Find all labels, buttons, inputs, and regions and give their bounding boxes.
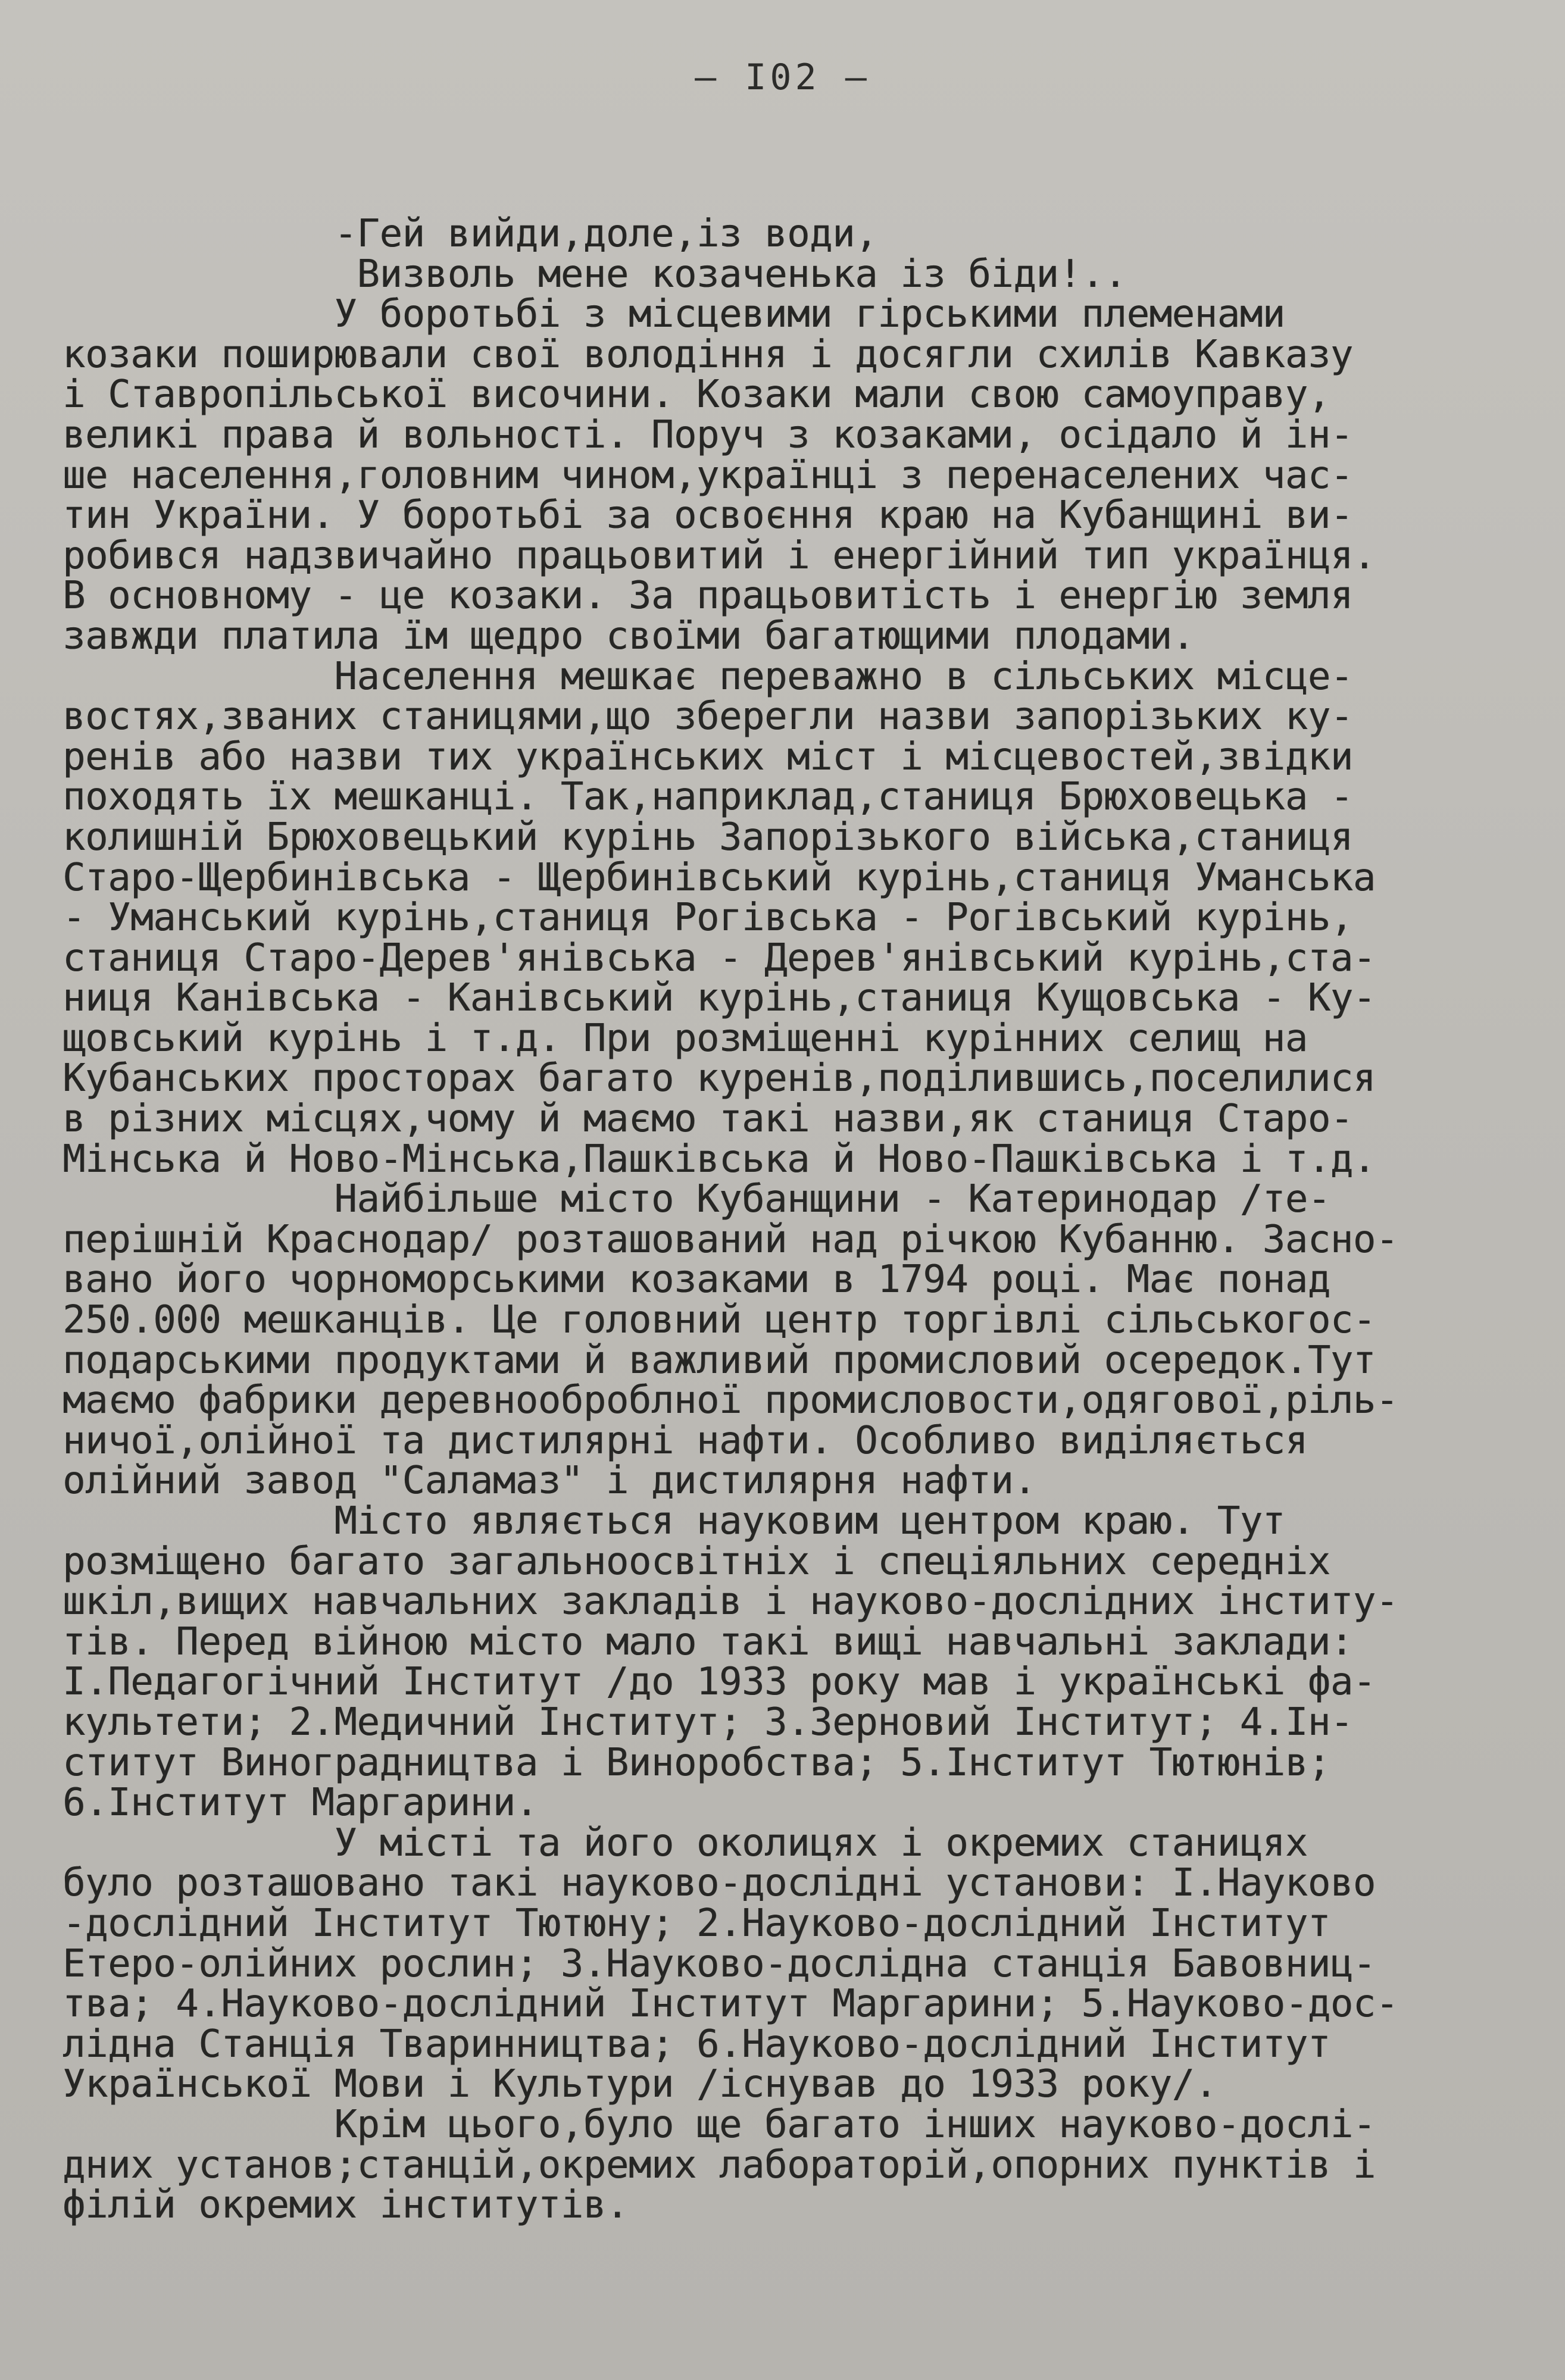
body-text (63, 214, 1515, 2226)
text-line: філій окремих інститутів. (63, 2183, 629, 2228)
text-line: тів. Перед війною місто мало такі вищі навчальні заклади: (63, 1619, 1353, 1664)
text-line: Крім цього,було ще багато інших науково-дослі- (63, 2102, 1376, 2147)
text-line: маємо фабрики деревнооброблної промисловости,одягової,ріль- (63, 1378, 1398, 1423)
text-line: козаки поширювали свої володіння і досягли схилів Кавказу (63, 332, 1353, 377)
text-line: культети; 2.Медичний Інститут; 3.Зерновий Інститут; 4.Ін- (63, 1700, 1353, 1744)
text-line: Кубанських просторах багато куренів,поділившись,поселилися (63, 1056, 1376, 1101)
text-line: подарськими продуктами й важливий промисловий осередок.Тут (63, 1338, 1376, 1383)
text-line: ниця Канівська - Канівський курінь,станиця Кущовська - Ку- (63, 976, 1376, 1021)
text-line: У місті та його околицях і окремих станицях (63, 1821, 1308, 1865)
text-line: в різних місцях,чому й маємо такі назви,як станиця Старо- (63, 1097, 1353, 1141)
text-line: і Ставропільської височини. Козаки мали свою самоуправу, (63, 373, 1330, 417)
text-line: олійний завод "Саламаз" і дистилярня нафти. (63, 1459, 1036, 1503)
text-line: ренів або назви тих українських міст і місцевостей,звідки (63, 734, 1353, 779)
text-line: 250.000 мешканців. Це головний центр торгівлі сільськогос- (63, 1298, 1376, 1343)
text-line: востях,званих станицями,що зберегли назви запорізьких ку- (63, 695, 1353, 739)
text-line: Місто являється науковим центром краю. Тут (63, 1499, 1285, 1543)
text-line: розміщено багато загальноосвітніх і спеціяльних середніх (63, 1539, 1330, 1584)
text-line: шкіл,вищих навчальних закладів і науково-дослідних інститу- (63, 1580, 1398, 1624)
text-line: перішній Краснодар/ розташований над річкою Кубанню. Засно- (63, 1217, 1398, 1262)
text-line: робився надзвичайно працьовитий і енергійний тип українця. (63, 533, 1376, 578)
text-line: дних установ;станцій,окремих лабораторій,опорних пунктів і (63, 2143, 1376, 2187)
text-line: щовський курінь і т.д. При розміщенні курінних селищ на (63, 1016, 1308, 1061)
text-line: В основному - це козаки. За працьовитість і енергію земля (63, 574, 1353, 618)
text-line: 6.Інститут Маргарини. (63, 1781, 538, 1825)
text-line: Мінська й Ново-Мінська,Пашківська й Ново-Пашківська і т.д. (63, 1137, 1376, 1181)
text-line: Етеро-олійних рослин; 3.Науково-дослідна станція Бавовниц- (63, 1941, 1376, 1986)
text-line: ше населення,головним чином,українці з перенаселених час- (63, 453, 1353, 498)
text-line: завжди платила їм щедро своїми багатющими плодами. (63, 614, 1195, 658)
text-line: ститут Виноградництва і Виноробства; 5.Інститут Тютюнів; (63, 1740, 1330, 1785)
text-line: - Уманський курінь,станиця Рогівська - Рогівський курінь, (63, 896, 1353, 940)
text-line: було розташовано такі науково-дослідні установи: І.Науково (63, 1861, 1376, 1906)
text-line: -Гей вийди,доле,із води, (63, 212, 878, 256)
text-line: лідна Станція Тваринництва; 6.Науково-дослідний Інститут (63, 2022, 1330, 2066)
text-line: тва; 4.Науково-дослідний Інститут Маргарини; 5.Науково-дос- (63, 1982, 1398, 2026)
text-line: Визволь мене козаченька із біди!.. (63, 252, 1127, 296)
text-line: Населення мешкає переважно в сільських місце- (63, 654, 1353, 699)
text-line: тин України. У боротьбі за освоєння краю на Кубанщині ви- (63, 493, 1353, 538)
text-line: І.Педагогічний Інститут /до 1933 року мав і українські фа- (63, 1660, 1376, 1705)
text-line: станиця Старо-Дерев'янівська - Дерев'янівський курінь,ста- (63, 936, 1376, 980)
text-line: -дослідний Інститут Тютюну; 2.Науково-дослідний Інститут (63, 1901, 1330, 1946)
text-line: Української Мови і Культури /існував до 1933 року/. (63, 2062, 1217, 2107)
text-line: Старо-Щербинівська - Щербинівський курінь,станиця Уманська (63, 855, 1376, 900)
page-number: – I02 – (695, 57, 870, 98)
text-line: походять їх мешканці. Так,наприклад,станиця Брюховецька - (63, 775, 1353, 820)
text-line: колишній Брюховецький курінь Запорізького війська,станиця (63, 815, 1353, 859)
text-line: У боротьбі з місцевими гірськими племенами (63, 292, 1285, 337)
text-line: ничої,олійної та дистилярні нафти. Особливо виділяється (63, 1418, 1308, 1463)
text-line: великі права й вольності. Поруч з козаками, осідало й ін- (63, 412, 1353, 457)
text-line: вано його чорноморськими козаками в 1794 році. Має понад (63, 1258, 1330, 1302)
text-line: Найбільше місто Кубанщини - Катеринодар /те- (63, 1177, 1330, 1222)
